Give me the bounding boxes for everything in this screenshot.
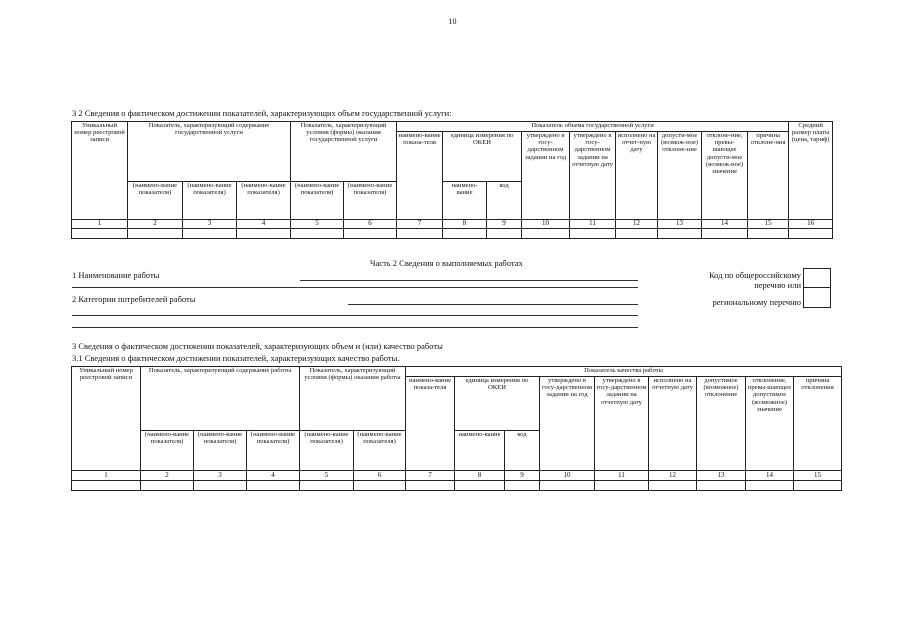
unit-code: код: [505, 431, 540, 471]
header-reason: причина отклоне-ния: [748, 132, 789, 220]
header-conditions-indicator: Показатель, характеризующий условия (формы) оказания работы: [300, 367, 406, 431]
header-content-indicator: Показатель, характеризующий содержание государственной услуги: [128, 122, 291, 182]
code-label-2: перечню или: [754, 280, 801, 290]
unit-name: наимено-вание: [455, 431, 505, 471]
header-approved-date: утверждено в госу-дарственном задании на отчетную дату: [595, 377, 649, 471]
sub-name: (наимено-вание показателя): [141, 431, 194, 471]
col-number: 6: [344, 220, 397, 229]
header-unit: единица измерения по ОКЕИ: [443, 132, 522, 182]
sub-name: (наимено-вание показателя): [247, 431, 300, 471]
col-number: 5: [300, 471, 354, 481]
work-name-line-2: [72, 287, 638, 288]
sub-name: (наимено-вание показателя): [300, 431, 354, 471]
col-number: 8: [443, 220, 487, 229]
header-average-fee: Средний размер платы (цена, тариф): [789, 122, 833, 220]
code-box[interactable]: [803, 268, 831, 308]
col-number: 2: [128, 220, 183, 229]
header-reason: причина отклонения: [794, 377, 842, 471]
consumer-category-label: 2 Категории потребителей работы: [72, 294, 196, 304]
col-number: 1: [72, 471, 141, 481]
section-3-2-title: 3 2 Сведения о фактическом достижении показателей, характеризующих объем государственной услуги:: [72, 108, 452, 118]
sub-name: (наимено-вание показателя): [354, 431, 406, 471]
sub-name: (наимено-вание показателя): [194, 431, 247, 471]
col-number: 12: [616, 220, 658, 229]
header-volume-indicator: Показатель объема государственной услуги: [397, 122, 789, 132]
header-approved-year: утверждено в госу-дарственном задании на год: [522, 132, 570, 220]
header-executed: исполнено на отчетную дату: [649, 377, 697, 471]
section-3-1-title: 3.1 Сведения о фактическом достижении показателей, характеризующих качество работы.: [72, 353, 400, 363]
code-label-3: региональному перечню: [712, 297, 801, 307]
col-number: 14: [746, 471, 794, 481]
header-deviation-exceeding: отклоне-ние, превы-шающее допусти-мое (возмож-ное) значение: [702, 132, 748, 220]
col-number: 10: [540, 471, 595, 481]
col-number: 11: [595, 471, 649, 481]
table-row: [72, 481, 842, 491]
col-number: 1: [72, 220, 128, 229]
col-number: 15: [794, 471, 842, 481]
col-number: 4: [247, 471, 300, 481]
unit-code: код: [487, 182, 522, 220]
col-number: 13: [697, 471, 746, 481]
header-unit: единица измерения по ОКЕИ: [455, 377, 540, 431]
col-number: 16: [789, 220, 833, 229]
code-label-1: Код по общероссийскому: [708, 270, 801, 280]
col-number: 3: [194, 471, 247, 481]
header-allowed-deviation: допустимое (возможное) отклонение: [697, 377, 746, 471]
quality-table: [71, 366, 842, 491]
header-approved-year: утверждено в госу-дарственном задании на год: [540, 377, 595, 471]
header-unique-number: Уникальный номер реестровой записи: [72, 122, 128, 220]
page-number: 10: [448, 17, 457, 26]
col-number: 10: [522, 220, 570, 229]
sub-name: (наимено-вание показателя): [183, 182, 237, 220]
header-approved-date: утверждено в госу-дарственном задании на отчетную дату: [570, 132, 616, 220]
section-3-title: 3 Сведения о фактическом достижении показателей, характеризующих объем и (или) качество работы: [72, 341, 443, 351]
col-number: 11: [570, 220, 616, 229]
header-content-indicator: Показатель, характеризующий содержание работы: [141, 367, 300, 431]
col-number: 2: [141, 471, 194, 481]
header-deviation-exceeding: отклонение, превы-шающее допустимое (возможное) значение: [746, 377, 794, 471]
part-2-title: Часть 2 Сведения о выполняемых работах: [370, 258, 523, 268]
header-executed: исполнено на отчет-ную дату: [616, 132, 658, 220]
sub-name: (наимено-вание показателя): [344, 182, 397, 220]
sub-name: (наимено-вание показателя): [128, 182, 183, 220]
table-row: [72, 229, 833, 239]
col-number: 9: [505, 471, 540, 481]
col-number: 5: [291, 220, 344, 229]
consumer-category-line-2: [72, 315, 638, 316]
sub-name: (наимено-вание показателя): [237, 182, 291, 220]
col-number: 8: [455, 471, 505, 481]
col-number: 13: [658, 220, 702, 229]
header-name: наимено-вание показа-теля: [406, 377, 455, 471]
col-number: 7: [397, 220, 443, 229]
unit-name: наимено-вание: [443, 182, 487, 220]
consumer-category-line: [348, 304, 638, 305]
sub-name: (наимено-вание показателя): [291, 182, 344, 220]
col-number: 15: [748, 220, 789, 229]
header-conditions-indicator: Показатель, характеризующий условия (формы) оказания государственной услуги: [291, 122, 397, 182]
col-number: 9: [487, 220, 522, 229]
col-number: 3: [183, 220, 237, 229]
col-number: 12: [649, 471, 697, 481]
header-name: наимено-вание показа-теля: [397, 132, 443, 220]
work-name-label: 1 Наименование работы: [72, 270, 160, 280]
col-number: 4: [237, 220, 291, 229]
col-number: 14: [702, 220, 748, 229]
consumer-category-line-3: [72, 327, 638, 328]
volume-table: [71, 121, 833, 239]
col-number: 7: [406, 471, 455, 481]
header-unique-number: Уникальный номер реестровой записи: [72, 367, 141, 471]
work-name-line: [300, 280, 638, 281]
header-allowed-deviation: допусти-мое (возмож-ное) отклоне-ние: [658, 132, 702, 220]
col-number: 6: [354, 471, 406, 481]
header-quality-indicator: Показатель качества работы: [406, 367, 842, 377]
